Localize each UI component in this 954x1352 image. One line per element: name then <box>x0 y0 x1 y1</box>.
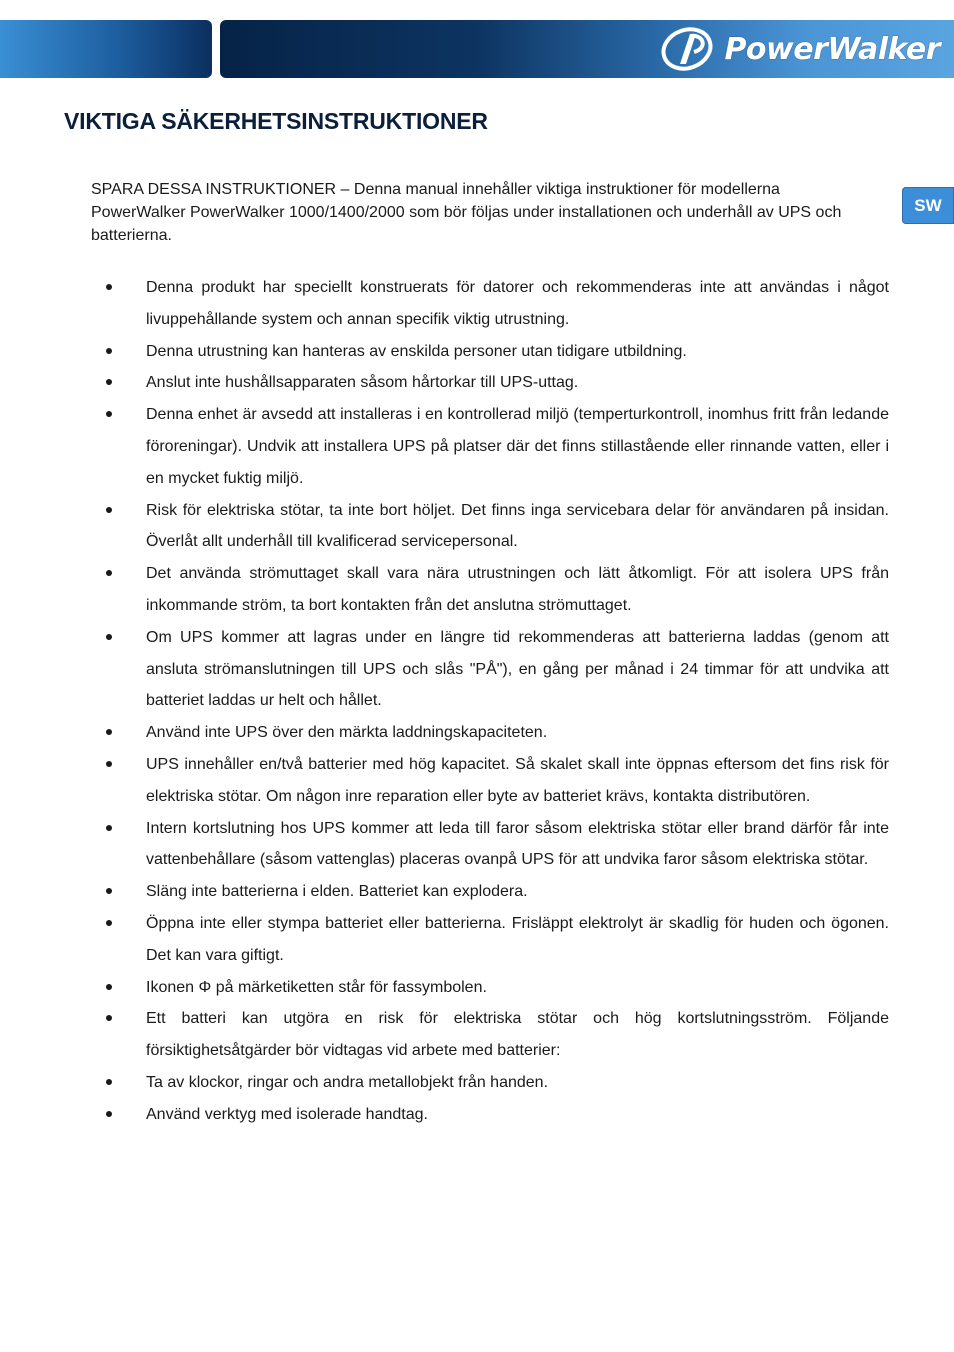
list-item-text: Anslut inte hushållsapparaten såsom hårtorkar till UPS-uttag. <box>146 374 579 392</box>
list-item-text: Ta av klockor, ringar och andra metallobjekt från handen. <box>146 1073 549 1091</box>
list-item <box>100 272 889 336</box>
bullet-icon <box>106 1015 112 1021</box>
list-item <box>100 336 889 368</box>
list-item <box>100 813 889 877</box>
bullet-icon <box>106 984 112 990</box>
list-item <box>100 558 889 622</box>
list-item <box>100 1099 889 1131</box>
list-item-text: Risk för elektriska stötar, ta inte bort höljet. Det finns inga servicebara delar för användaren på insidan. Överlåt allt underhåll till kvalificerad servicepersonal. <box>146 501 889 551</box>
bullet-icon <box>106 284 112 290</box>
header-band <box>0 20 954 78</box>
list-item-text: Intern kortslutning hos UPS kommer att leda till faror såsom elektriska stötar eller brand därför får inte vattenbehållare (såsom vattenglas) placeras ovanpå UPS för att undvika faror såsom elektriska stötar. <box>146 819 889 869</box>
bullet-icon <box>106 729 112 735</box>
list-item <box>100 622 889 717</box>
header-band-left <box>0 20 212 78</box>
list-item-text: Denna utrustning kan hanteras av enskilda personer utan tidigare utbildning. <box>146 342 687 360</box>
safety-instructions-list <box>100 272 889 1131</box>
brand-logo <box>660 26 940 72</box>
bullet-icon <box>106 411 112 417</box>
list-item <box>100 495 889 559</box>
list-item <box>100 717 889 749</box>
bullet-icon <box>106 379 112 385</box>
list-item-text: Denna enhet är avsedd att installeras i en kontrollerad miljö (temperturkontroll, inomhus fritt från ledande föroreningar). Undvik att installera UPS på platser där det finns stillastående eller rinnande vatten, eller i en mycket fuktig miljö. <box>146 406 889 487</box>
brand-name: PowerWalker <box>724 31 940 67</box>
list-item-text: Använd verktyg med isolerade handtag. <box>146 1105 428 1123</box>
list-item-text: Det använda strömuttaget skall vara nära utrustningen och lätt åtkomligt. För att isolera UPS från inkommande ström, ta bort kontakten från det anslutna strömuttaget. <box>146 565 889 614</box>
header-band-right <box>220 20 954 78</box>
list-item-text: Öppna inte eller stympa batteriet eller batterierna. Frisläppt elektrolyt är skadlig för huden och ögonen. Det kan vara giftigt. <box>146 914 889 964</box>
intro-paragraph: SPARA DESSA INSTRUKTIONER – Denna manual innehåller viktiga instruktioner för modellerna PowerWalker PowerWalker 1000/1400/2000 som bör följas under installationen och underhåll av UPS och batterierna. <box>91 181 842 244</box>
list-item-text: Släng inte batterierna i elden. Batteriet kan explodera. <box>146 883 528 901</box>
list-item <box>100 972 889 1004</box>
list-item <box>100 1067 889 1099</box>
list-item-text: Om UPS kommer att lagras under en längre tid rekommenderas att batterierna laddas (genom att ansluta strömanslutningen till UPS och slås "PÅ"), en gång per månad i 24 timmar för att undvika att batteriet laddas ur helt och hållet. <box>146 628 889 710</box>
list-item-text: Ett batteri kan utgöra en risk för elektriska stötar och hög kortslutningsström. Följande försiktighetsåtgärder bör vidtagas vid arbete med batterier: <box>146 1010 889 1060</box>
bullet-icon <box>106 920 112 926</box>
bullet-icon <box>106 761 112 767</box>
list-item <box>100 367 889 399</box>
list-item <box>100 749 889 813</box>
bullet-icon <box>106 825 112 831</box>
bullet-icon <box>106 888 112 894</box>
list-item-text: Ikonen Φ på märketiketten står för fassymbolen. <box>146 978 487 996</box>
list-item <box>100 908 889 972</box>
language-tab[interactable]: SW <box>902 187 954 224</box>
list-item-text: Använd inte UPS över den märkta laddningskapaciteten. <box>146 724 548 742</box>
list-item-text: Denna produkt har speciellt konstruerats för datorer och rekommenderas inte att användas i något livuppehållande system och annan specifik viktig utrustning. <box>146 279 889 328</box>
powerwalker-logo-icon <box>660 26 718 72</box>
list-item <box>100 399 889 494</box>
list-item <box>100 876 889 908</box>
bullet-icon <box>106 1111 112 1117</box>
bullet-icon <box>106 1079 112 1085</box>
bullet-icon <box>106 348 112 354</box>
list-item-text: UPS innehåller en/två batterier med hög kapacitet. Så skalet skall inte öppnas eftersom det fins risk för elektriska stötar. Om någon inre reparation eller byte av batteriet krävs, kontakta distributören. <box>146 755 889 805</box>
list-item <box>100 1003 889 1067</box>
bullet-icon <box>106 570 112 576</box>
bullet-icon <box>106 634 112 640</box>
bullet-icon <box>106 507 112 513</box>
page-title: VIKTIGA SÄKERHETSINSTRUKTIONER <box>64 108 488 134</box>
